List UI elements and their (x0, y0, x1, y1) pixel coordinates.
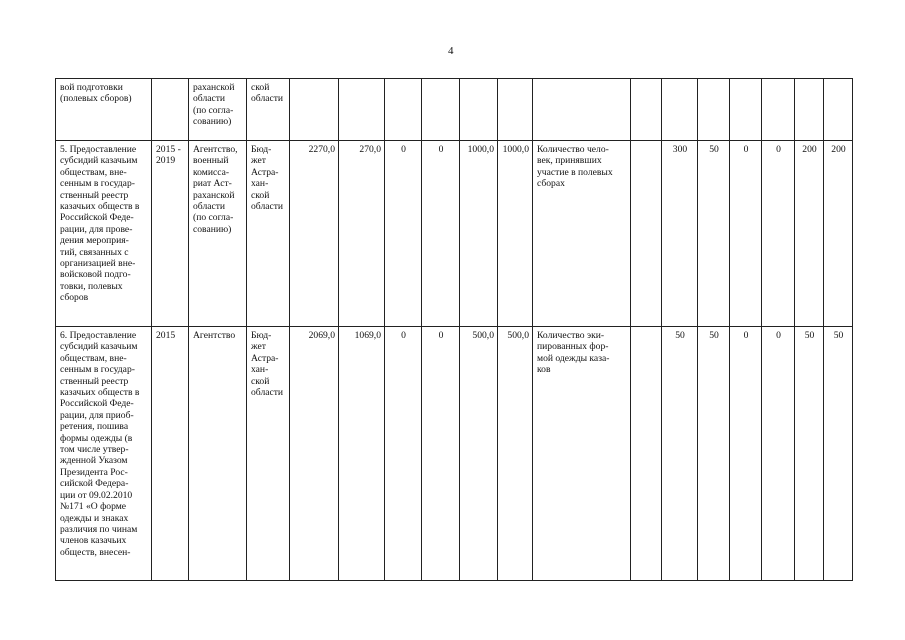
measure-name-cell: 6. Предоставление субсидий казачьим обществам, вне- сенным в государ- ственный реестр казачьих обществ в Российской Феде- рации, для приоб- ретения, пошива формы одежды (в том числе утвер- жденной Указом Президента Рос- сийской Федера- ции от 09.02.2010 №171 «О форме одежды и знаках различия по чинам членов казачьих обществ, внесен- (56, 327, 152, 581)
executor-cell: раханской области (по согла- сованию) (189, 79, 247, 141)
indicator-2016-cell: 0 (730, 141, 762, 327)
indicator-2018-cell: 200 (795, 141, 824, 327)
indicator-unit-cell (631, 79, 662, 141)
funding-2019-cell (498, 79, 533, 141)
total-funding-cell (290, 79, 339, 141)
indicator-2017-cell: 0 (762, 327, 795, 581)
period-cell: 2015 - 2019 (152, 141, 189, 327)
indicator-2017-cell: 0 (762, 141, 795, 327)
funding-2017-cell: 0 (422, 327, 460, 581)
indicator-name-cell: Количество эки- пированных фор- мой одежды каза- ков (533, 327, 631, 581)
funding-2016-cell: 0 (385, 141, 422, 327)
indicator-2019-cell: 200 (824, 141, 853, 327)
funding-2019-cell: 1000,0 (498, 141, 533, 327)
table-row (56, 327, 853, 581)
executor-cell: Агентство, военный комисса- риат Аст- раханской области (по согла- сованию) (189, 141, 247, 327)
indicator-2015-cell: 50 (698, 327, 730, 581)
total-funding-cell: 2069,0 (290, 327, 339, 581)
period-cell (152, 79, 189, 141)
funding-2017-cell (422, 79, 460, 141)
funding-2015-cell (339, 79, 385, 141)
total-funding-cell: 2270,0 (290, 141, 339, 327)
table-row (56, 79, 853, 141)
indicator-total-cell (662, 79, 698, 141)
indicator-2015-cell (698, 79, 730, 141)
indicator-2018-cell: 50 (795, 327, 824, 581)
indicator-name-cell: Количество чело- век, принявших участие в полевых сборах (533, 141, 631, 327)
funding-2017-cell: 0 (422, 141, 460, 327)
funding-2019-cell: 500,0 (498, 327, 533, 581)
indicator-2019-cell: 50 (824, 327, 853, 581)
funding-source-cell: Бюд- жет Астра- хан- ской области (247, 327, 290, 581)
table-row (56, 141, 853, 327)
measure-name-cell: 5. Предоставление субсидий казачьим обществам, вне- сенным в государ- ственный реестр казачьих обществ в Российской Феде- рации, для прове- дения мероприя- тий, связанных с организацией вне- войсковой подго- товки, полевых сборов (56, 141, 152, 327)
funding-2015-cell: 1069,0 (339, 327, 385, 581)
indicator-2016-cell: 0 (730, 327, 762, 581)
indicator-total-cell: 300 (662, 141, 698, 327)
funding-2016-cell: 0 (385, 327, 422, 581)
program-table (55, 78, 853, 581)
indicator-unit-cell (631, 327, 662, 581)
indicator-name-cell (533, 79, 631, 141)
funding-2015-cell: 270,0 (339, 141, 385, 327)
indicator-2019-cell (824, 79, 853, 141)
indicator-2015-cell: 50 (698, 141, 730, 327)
measure-name-cell: вой подготовки (полевых сборов) (56, 79, 152, 141)
funding-2016-cell (385, 79, 422, 141)
period-cell: 2015 (152, 327, 189, 581)
executor-cell: Агентство (189, 327, 247, 581)
indicator-total-cell: 50 (662, 327, 698, 581)
funding-2018-cell: 1000,0 (460, 141, 498, 327)
funding-source-cell: Бюд- жет Астра- хан- ской области (247, 141, 290, 327)
funding-2018-cell (460, 79, 498, 141)
funding-2018-cell: 500,0 (460, 327, 498, 581)
funding-source-cell: ской области (247, 79, 290, 141)
indicator-unit-cell (631, 141, 662, 327)
page-number: 4 (448, 45, 454, 57)
indicator-2017-cell (762, 79, 795, 141)
indicator-2018-cell (795, 79, 824, 141)
indicator-2016-cell (730, 79, 762, 141)
